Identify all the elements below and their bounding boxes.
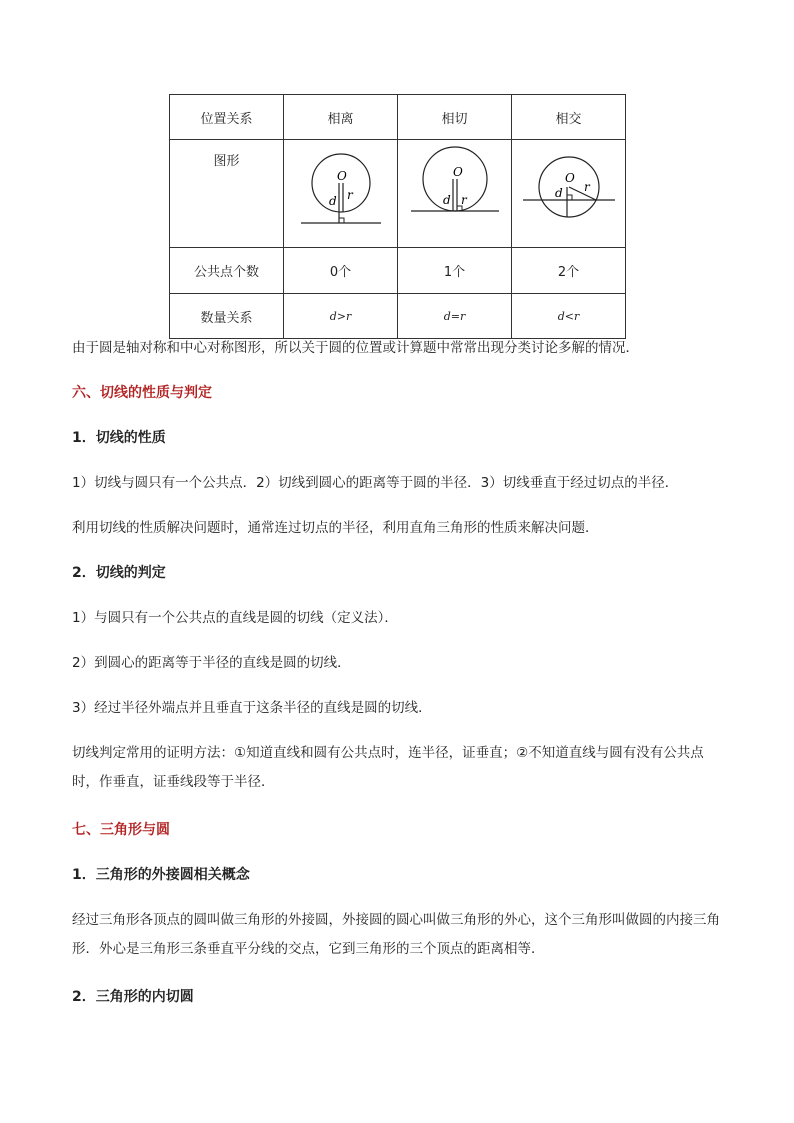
section-heading: 七、三角形与圆 [72, 822, 170, 838]
table-figure-row [170, 140, 626, 248]
quantity-cell: d>r [284, 294, 398, 339]
d-label: d [442, 193, 451, 207]
tangent-circle-figure [399, 143, 511, 240]
common-points-cell: 2个 [512, 248, 626, 294]
header-cell: 位置关系 [170, 95, 284, 140]
quantity-label: 数量关系 [170, 294, 284, 339]
header-cell: 相离 [284, 95, 398, 140]
common-points-cell: 0个 [284, 248, 398, 294]
intersect-circle-figure [513, 143, 625, 240]
paragraph: 2）到圆心的距离等于半径的直线是圆的切线． [72, 655, 351, 671]
table-common-points-row [170, 248, 626, 294]
figure-label: 图形 [170, 140, 284, 248]
paragraph: 经过三角形各顶点的圆叫做三角形的外接圆，外接圆的圆心叫做三角形的外心，这个三角形叫做圆的内接三角形．外心是三角形三条垂直平分线的交点，它到三角形的三个顶点的距离相等． [72, 912, 720, 957]
subsection-heading: 2．三角形的内切圆 [72, 989, 194, 1005]
header-cell: 相交 [512, 95, 626, 140]
figure-intersect-cell [512, 140, 626, 248]
table-quantity-row [170, 294, 626, 339]
paragraph: 3）经过半径外端点并且垂直于这条半径的直线是圆的切线． [72, 700, 432, 716]
subsection-heading: 2．切线的判定 [72, 565, 166, 581]
subsection-heading: 1．三角形的外接圆相关概念 [72, 867, 250, 883]
header-cell: 相切 [398, 95, 512, 140]
d-label: d [328, 194, 337, 208]
position-relation-table [169, 94, 626, 339]
center-label: O [336, 169, 347, 183]
paragraph: 切线判定常用的证明方法：①知道直线和圆有公共点时，连半径，证垂直；②不知道直线与圆有没有公共点时，作垂直，证垂线段等于半径． [72, 745, 704, 790]
subsection-heading: 1．切线的性质 [72, 430, 166, 446]
d-label: d [554, 186, 563, 200]
quantity-cell: d<r [512, 294, 626, 339]
note-text: 由于圆是轴对称和中心对称图形，所以关于圆的位置或计算题中常常出现分类讨论多解的情况． [72, 340, 639, 356]
section-heading: 六、切线的性质与判定 [72, 385, 212, 401]
common-points-label: 公共点个数 [170, 248, 284, 294]
separate-circle-figure [285, 143, 397, 240]
r-label: r [346, 188, 353, 202]
figure-separate-cell [284, 140, 398, 248]
table-header-row [170, 95, 626, 140]
common-points-cell: 1个 [398, 248, 512, 294]
center-label: O [452, 165, 463, 179]
r-label: r [583, 180, 590, 194]
figure-tangent-cell [398, 140, 512, 248]
quantity-cell: d=r [398, 294, 512, 339]
paragraph: 1）切线与圆只有一个公共点．2）切线到圆心的距离等于圆的半径．3）切线垂直于经过切点的半径． [72, 475, 679, 491]
paragraph: 利用切线的性质解决问题时，通常连过切点的半径，利用直角三角形的性质来解决问题． [72, 520, 599, 536]
paragraph: 1）与圆只有一个公共点的直线是圆的切线（定义法）． [72, 610, 398, 626]
r-label: r [460, 193, 467, 207]
center-label: O [564, 171, 575, 185]
